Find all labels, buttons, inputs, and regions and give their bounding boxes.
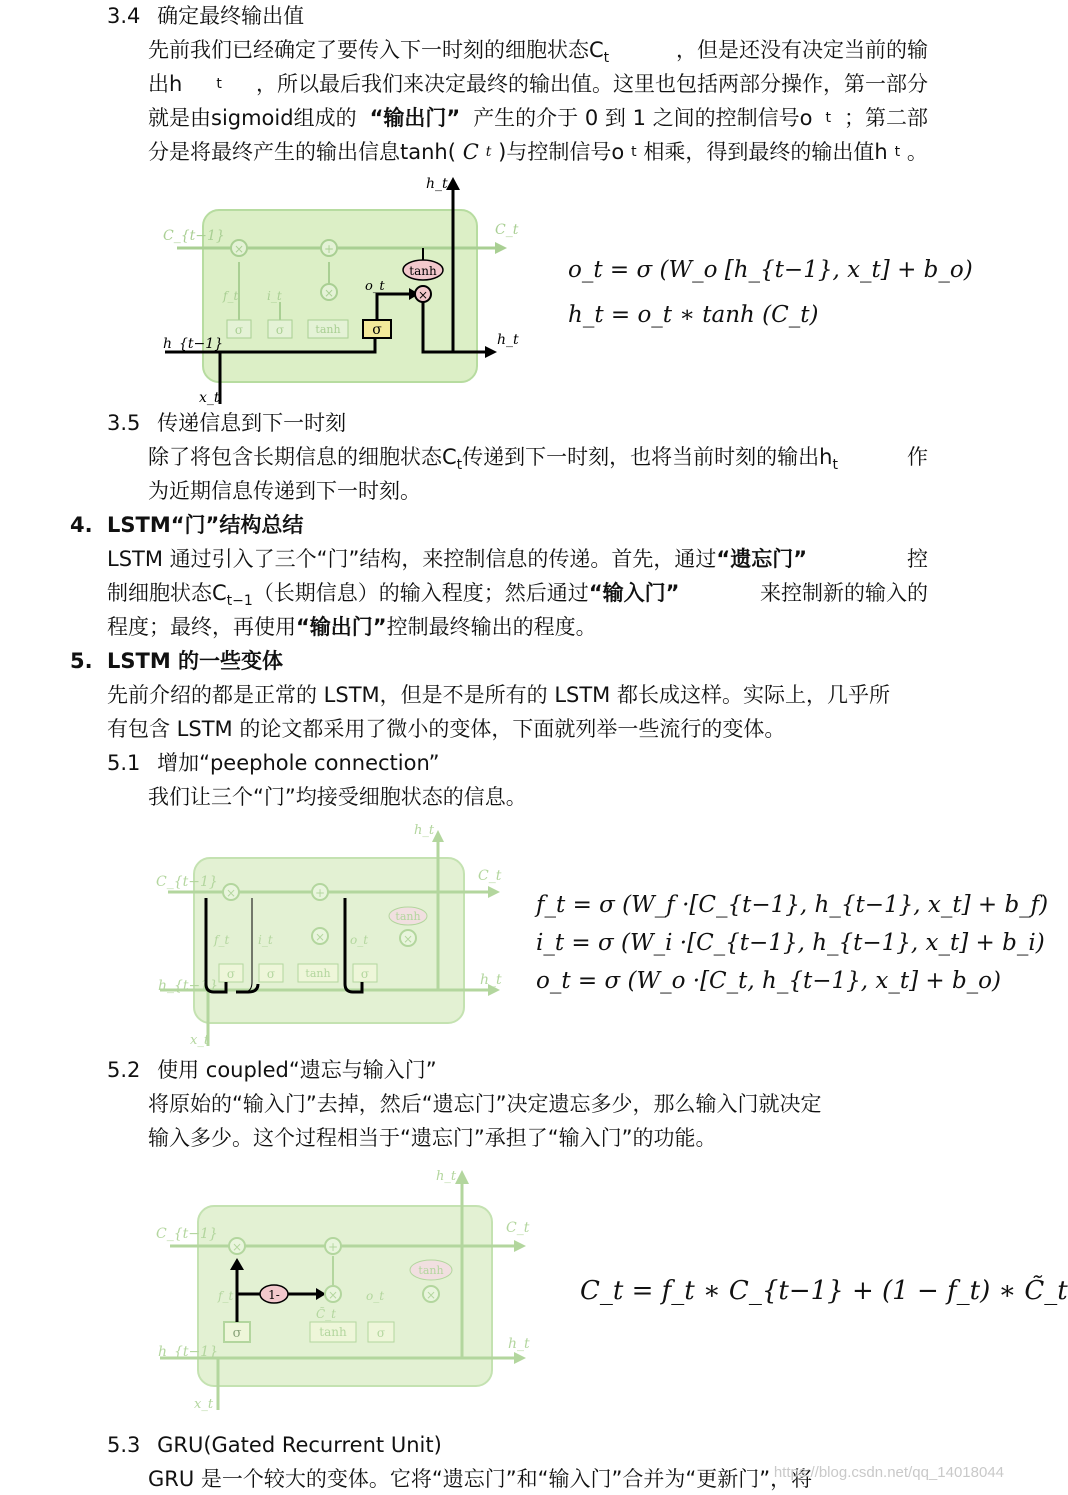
section-5-title: LSTM 的一些变体 xyxy=(107,649,284,673)
svg-text:h_t: h_t xyxy=(426,176,448,192)
section-5-3-heading xyxy=(107,1429,442,1461)
svg-text:f_t: f_t xyxy=(223,289,239,303)
svg-text:×: × xyxy=(225,886,237,900)
svg-text:×: × xyxy=(327,1288,339,1302)
section-number: 5.1 xyxy=(107,751,141,775)
paragraph-line: 除了将包含长期信息的细胞状态$C_t$传递到下一时刻，也将当前时刻的输出$h_t$ 作 xyxy=(148,445,928,473)
section-title: 传递信息到下一时刻 xyxy=(157,411,347,435)
paragraph-line: 先前我们已经确定了要传入下一时刻的细胞状态$C_t$ ，但是还没有决定当前的输 xyxy=(148,38,928,66)
svg-text:σ: σ xyxy=(226,967,236,981)
equation-coupled-cell-state: C_t = f_t ∗ C_{t−1} + (1 − f_t) ∗ C̃_t xyxy=(580,1276,1068,1306)
svg-text:σ: σ xyxy=(234,323,244,337)
svg-text:x_t: x_t xyxy=(199,390,220,406)
section-3-4-heading xyxy=(107,0,304,32)
paragraph-line: 我们让三个“门”均接受细胞状态的信息。 xyxy=(148,785,527,809)
svg-text:x_t: x_t xyxy=(190,1033,210,1048)
paragraph-line: 先前介绍的都是正常的 LSTM，但是不是所有的 LSTM 都长成这样。实际上，几乎所 xyxy=(107,683,890,707)
svg-text:o_t: o_t xyxy=(366,1289,385,1303)
paragraph-line: 制细胞状态$C_{t-1}$（长期信息）的输入程度；然后通过“输入门” 来控制新的输入的 xyxy=(107,581,928,609)
svg-text:×: × xyxy=(417,288,429,302)
svg-text:C_t: C_t xyxy=(506,1220,530,1236)
svg-text:×: × xyxy=(233,242,245,256)
paragraph-line: 有包含 LSTM 的论文都采用了微小的变体，下面就列举一些流行的变体。 xyxy=(107,717,786,741)
section-title: 确定最终输出值 xyxy=(157,4,305,28)
svg-text:h_t: h_t xyxy=(480,972,502,988)
svg-text:+: + xyxy=(323,242,335,256)
section-title: 增加“peephole connection” xyxy=(157,751,440,775)
section-3-5-heading xyxy=(107,407,346,439)
equation-hidden-state: h_t = o_t ∗ tanh (C_t) xyxy=(568,302,819,328)
svg-text:×: × xyxy=(323,286,335,300)
svg-text:h_t: h_t xyxy=(497,332,519,348)
paragraph-line: LSTM 通过引入了三个“门”结构，来控制信息的传递。首先，通过“遗忘门” 控 xyxy=(107,547,928,571)
svg-text:×: × xyxy=(231,1240,243,1254)
svg-text:tanh: tanh xyxy=(395,910,421,923)
section-5-2-heading xyxy=(107,1054,437,1086)
paragraph-line: 将原始的“输入门”去掉，然后“遗忘门”决定遗忘多少，那么输入门就决定 xyxy=(148,1092,822,1116)
svg-text:×: × xyxy=(402,932,414,946)
svg-text:σ: σ xyxy=(232,1326,242,1341)
paragraph-line: 为近期信息传递到下一时刻。 xyxy=(148,479,421,503)
svg-text:×: × xyxy=(425,1288,437,1302)
svg-text:×: × xyxy=(314,930,326,944)
paragraph-line: 出h t ，所以最后我们来决定最终的输出值。这里也包括两部分操作，第一部分 xyxy=(148,72,928,96)
equation-input-gate: i_t = σ (W_i ·[C_{t−1}, h_{t−1}, x_t] + b_i) xyxy=(536,930,1045,956)
svg-text:σ: σ xyxy=(266,967,276,981)
svg-text:i_t: i_t xyxy=(267,289,282,303)
equation-output-gate: o_t = σ (W_o [h_{t−1}, x_t] + b_o) xyxy=(568,257,973,283)
svg-text:tanh: tanh xyxy=(315,323,341,336)
paragraph-line: GRU 是一个较大的变体。它将“遗忘门”和“输入门”合并为“更新门”，将 xyxy=(148,1467,813,1491)
svg-text:o_t: o_t xyxy=(350,933,369,947)
paragraph-line: 程度；最终，再使用“输出门”控制最终输出的程度。 xyxy=(107,615,597,639)
svg-text:σ: σ xyxy=(372,322,382,338)
svg-text:h_{t−1}: h_{t−1} xyxy=(163,336,224,352)
section-4-title: LSTM“门”结构总结 xyxy=(107,513,304,537)
svg-text:o_t: o_t xyxy=(365,279,385,294)
lstm-peephole-diagram xyxy=(150,818,510,1048)
section-number: 3.4 xyxy=(107,4,141,28)
section-5-1-heading xyxy=(107,747,440,779)
svg-text:i_t: i_t xyxy=(258,933,273,947)
section-number: 5.3 xyxy=(107,1433,141,1457)
paragraph-line: 就是由sigmoid组成的 “输出门” 产生的介于 0 到 1 之间的控制信号o t ；第二部 xyxy=(148,106,928,130)
svg-text:C_t: C_t xyxy=(495,222,519,238)
paragraph-line: 分是将最终产生的输出信息tanh( C t )与控制信号o t 相乘，得到最终的输出值h t 。 xyxy=(148,140,928,164)
svg-text:C_{t−1}: C_{t−1} xyxy=(156,874,218,890)
svg-text:σ: σ xyxy=(275,323,285,337)
lstm-coupled-gates-diagram xyxy=(150,1160,530,1415)
svg-text:+: + xyxy=(327,1240,339,1254)
svg-text:tanh: tanh xyxy=(319,1325,347,1339)
svg-text:h_{t−1}: h_{t−1} xyxy=(158,1344,219,1360)
section-title: 使用 coupled“遗忘与输入门” xyxy=(157,1058,437,1082)
section-number: 3.5 xyxy=(107,411,141,435)
svg-text:C_{t−1}: C_{t−1} xyxy=(156,1226,218,1242)
equation-output-gate-peephole: o_t = σ (W_o ·[C_t, h_{t−1}, x_t] + b_o) xyxy=(536,968,1001,994)
svg-text:h_{t−1}: h_{t−1} xyxy=(158,978,219,994)
svg-text:C̃_t: C̃_t xyxy=(316,1307,337,1321)
svg-text:f_t: f_t xyxy=(218,1289,234,1303)
svg-text:+: + xyxy=(314,886,326,900)
svg-text:σ: σ xyxy=(376,1326,386,1340)
svg-text:h_t: h_t xyxy=(436,1169,457,1184)
svg-text:C_t: C_t xyxy=(478,868,502,884)
svg-text:h_t: h_t xyxy=(508,1336,530,1352)
svg-text:tanh: tanh xyxy=(305,967,331,980)
equation-forget-gate: f_t = σ (W_f ·[C_{t−1}, h_{t−1}, x_t] + b_f) xyxy=(536,892,1049,918)
svg-text:x_t: x_t xyxy=(194,1397,214,1412)
svg-text:tanh: tanh xyxy=(418,1264,444,1277)
watermark: https://blog.csdn.net/qq_14018044 xyxy=(773,1464,1004,1481)
svg-text:tanh: tanh xyxy=(409,264,437,278)
svg-text:f_t: f_t xyxy=(214,933,230,947)
svg-text:C_{t−1}: C_{t−1} xyxy=(163,228,225,244)
section-title: GRU(Gated Recurrent Unit) xyxy=(157,1433,442,1457)
svg-text:σ: σ xyxy=(360,967,370,981)
svg-text:h_t: h_t xyxy=(414,823,435,838)
section-4-number: 4. xyxy=(70,513,93,537)
paragraph-line: 输入多少。这个过程相当于“遗忘门”承担了“输入门”的功能。 xyxy=(148,1126,717,1150)
lstm-output-gate-diagram xyxy=(155,172,530,407)
section-5-number: 5. xyxy=(70,649,93,673)
svg-text:1-: 1- xyxy=(268,1288,280,1302)
section-number: 5.2 xyxy=(107,1058,141,1082)
